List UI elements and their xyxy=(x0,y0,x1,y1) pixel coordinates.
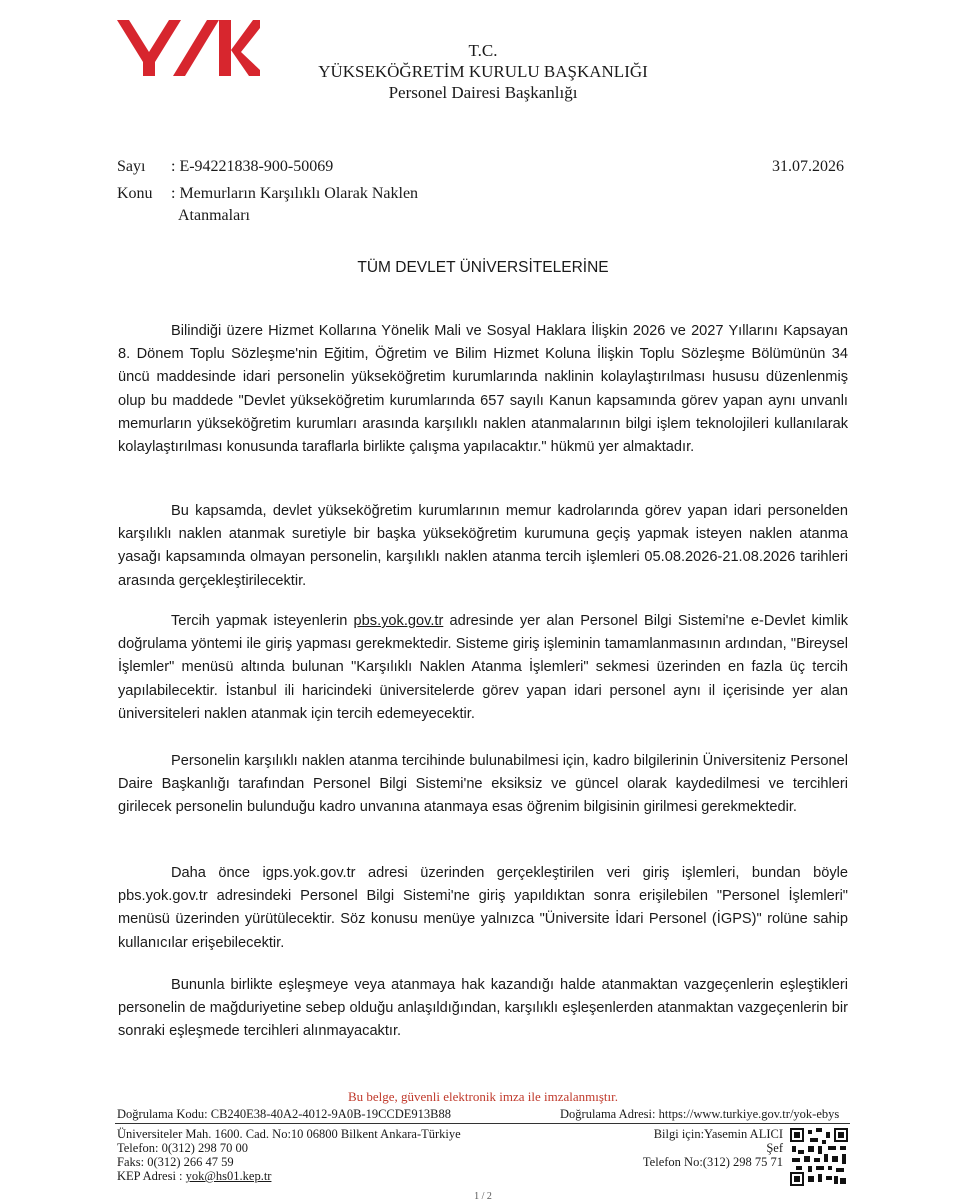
sayi-label: Sayı xyxy=(117,158,146,175)
paragraph-3 xyxy=(118,610,848,726)
kep-label: KEP Adresi : xyxy=(117,1169,186,1183)
contact-title: Şef xyxy=(766,1141,783,1155)
verification-code: Doğrulama Kodu: CB240E38-40A2-4012-9A0B-19CCDE913B88 xyxy=(117,1107,452,1121)
e-signature-note: Bu belge, güvenli elektronik imza ile imzalanmıştır. xyxy=(347,1089,619,1104)
qr-code-icon xyxy=(790,1128,848,1186)
kep-address xyxy=(117,1170,271,1184)
institution-address: Üniversiteler Mah. 1600. Cad. No:10 06800 Bilkent Ankara-Türkiye xyxy=(117,1127,461,1141)
footer-divider xyxy=(115,1123,850,1124)
header-tc: T.C. xyxy=(468,41,498,60)
header-organization: YÜKSEKÖĞRETİM KURULU BAŞKANLIĞI xyxy=(318,62,648,81)
document-date: 31.07.2026 xyxy=(772,158,844,175)
contact-person: Bilgi için:Yasemin ALICI xyxy=(653,1127,783,1141)
konu-value-line1: : Memurların Karşılıklı Olarak Naklen xyxy=(171,185,419,202)
paragraph-5: Daha önce igps.yok.gov.tr adresi üzerinden gerçekleştirilen veri giriş işlemleri, bundan böyle pbs.yok.gov.tr adresindeki Personel Bilgi Sistemi'ne giriş yapıldıktan sonra erişilebilen "Personel İşlemleri" menüsü üzerinden yürütülecektir. Söz konusu menüye yalnızca "Üniversite İdari Personel (İGPS)" rolüne sahip kullanıcılar erişebilecektir. xyxy=(118,865,848,951)
contact-phone: Telefon No:(312) 298 75 71 xyxy=(642,1155,783,1169)
paragraph-1: Bilindiği üzere Hizmet Kollarına Yönelik Mali ve Sosyal Haklara İlişkin 2026 ve 2027 Yıllarını Kapsayan 8. Dönem Toplu Sözleşme'nin Eğitim, Öğretim ve Bilim Hizmet Koluna İlişkin Toplu Sözleşme Bölümünün 34 üncü maddesinde idari personelin yükseköğretim kurumlarında naklinin kolaylaştırılması hususu düzenlenmiş olup bu maddede "Devlet yükseköğretim kurumlarında 657 sayılı Kanun kapsamında görev yapan aynı unvanlı memurların yükseköğretim kurumları arasında karşılıklı naklen atanmalarının bilgi işlem teknolojileri kullanılarak kolaylaştırılması konusunda taraflarla birlikte çalışma yapılacaktır." hükmü yer almaktadır. xyxy=(118,323,848,456)
verification-address[interactable]: Doğrulama Adresi: https://www.turkiye.gov.tr/yok-ebys xyxy=(560,1107,840,1121)
header-department: Personel Dairesi Başkanlığı xyxy=(388,83,578,102)
yok-logo xyxy=(115,18,260,78)
sayi-value: : E-94221838-900-50069 xyxy=(171,158,334,175)
paragraph-3-text-after: adresinde yer alan Personel Bilgi Sistemi'ne e-Devlet kimlik doğrulama yöntemi ile giriş yapması gerekmektedir. Sisteme giriş işleminin tamamlanmasının ardından, "Bireysel İşlemler" menüsü altında bulunan "Karşılıklı Naklen Atanma İşlemleri" sekmesi üzerinden en fazla üç tercih yapılabilecektir. İstanbul ili haricindeki üniversitelerde görev yapan idari personel aynı il içerisinde yer alan üniversiteleri naklen atanmak için tercih edemeyecektir. xyxy=(118,613,848,722)
kep-address-link[interactable]: yok@hs01.kep.tr xyxy=(185,1169,272,1183)
paragraph-6: Bununla birlikte eşleşmeye veya atanmaya hak kazandığı halde atanmaktan vazgeçenlerin eşleştikleri personelin de mağduriyetine sebep olduğu anlaşıldığından, karşılıklı eşleşenlerden atanmaktan vazgeçenlerin bir sonraki eşleşmede tercihleri alınmayacaktır. xyxy=(118,977,848,1040)
paragraph-3-text-before: Tercih yapmak isteyenlerin xyxy=(171,613,354,629)
addressee: TÜM DEVLET ÜNİVERSİTELERİNE xyxy=(357,259,609,276)
konu-value-line2: Atanmaları xyxy=(178,207,250,224)
page-number: 1 / 2 xyxy=(474,1191,492,1202)
paragraph-2: Bu kapsamda, devlet yükseköğretim kurumlarının memur kadrolarında görev yapan idari personelden karşılıklı naklen atanmak suretiyle bir başka yükseköğretim kurumuna geçiş yapmak isteyen naklen atanma yasağı kapsamında olmayan personelin, karşılıklı naklen atanma tercih işlemleri 05.08.2026-21.08.2026 tarihleri arasında gerçekleştirilecektir. xyxy=(118,503,848,589)
phone-number: Telefon: 0(312) 298 70 00 xyxy=(117,1141,249,1155)
pbs-link[interactable]: pbs.yok.gov.tr xyxy=(353,613,444,629)
fax-number: Faks: 0(312) 266 47 59 xyxy=(117,1155,234,1169)
paragraph-4: Personelin karşılıklı naklen atanma tercihinde bulunabilmesi için, kadro bilgilerinin Üniversiteniz Personel Daire Başkanlığı tarafından Personel Bilgi Sistemi'ne eksiksiz ve güncel olarak kaydedilmesi ve tercihleri girilecek personelin bulunduğu kadro unvanına atanmaya esas öğrenim bilgisinin girilmesi gerekmektedir. xyxy=(118,753,848,816)
konu-label: Konu xyxy=(117,185,153,202)
